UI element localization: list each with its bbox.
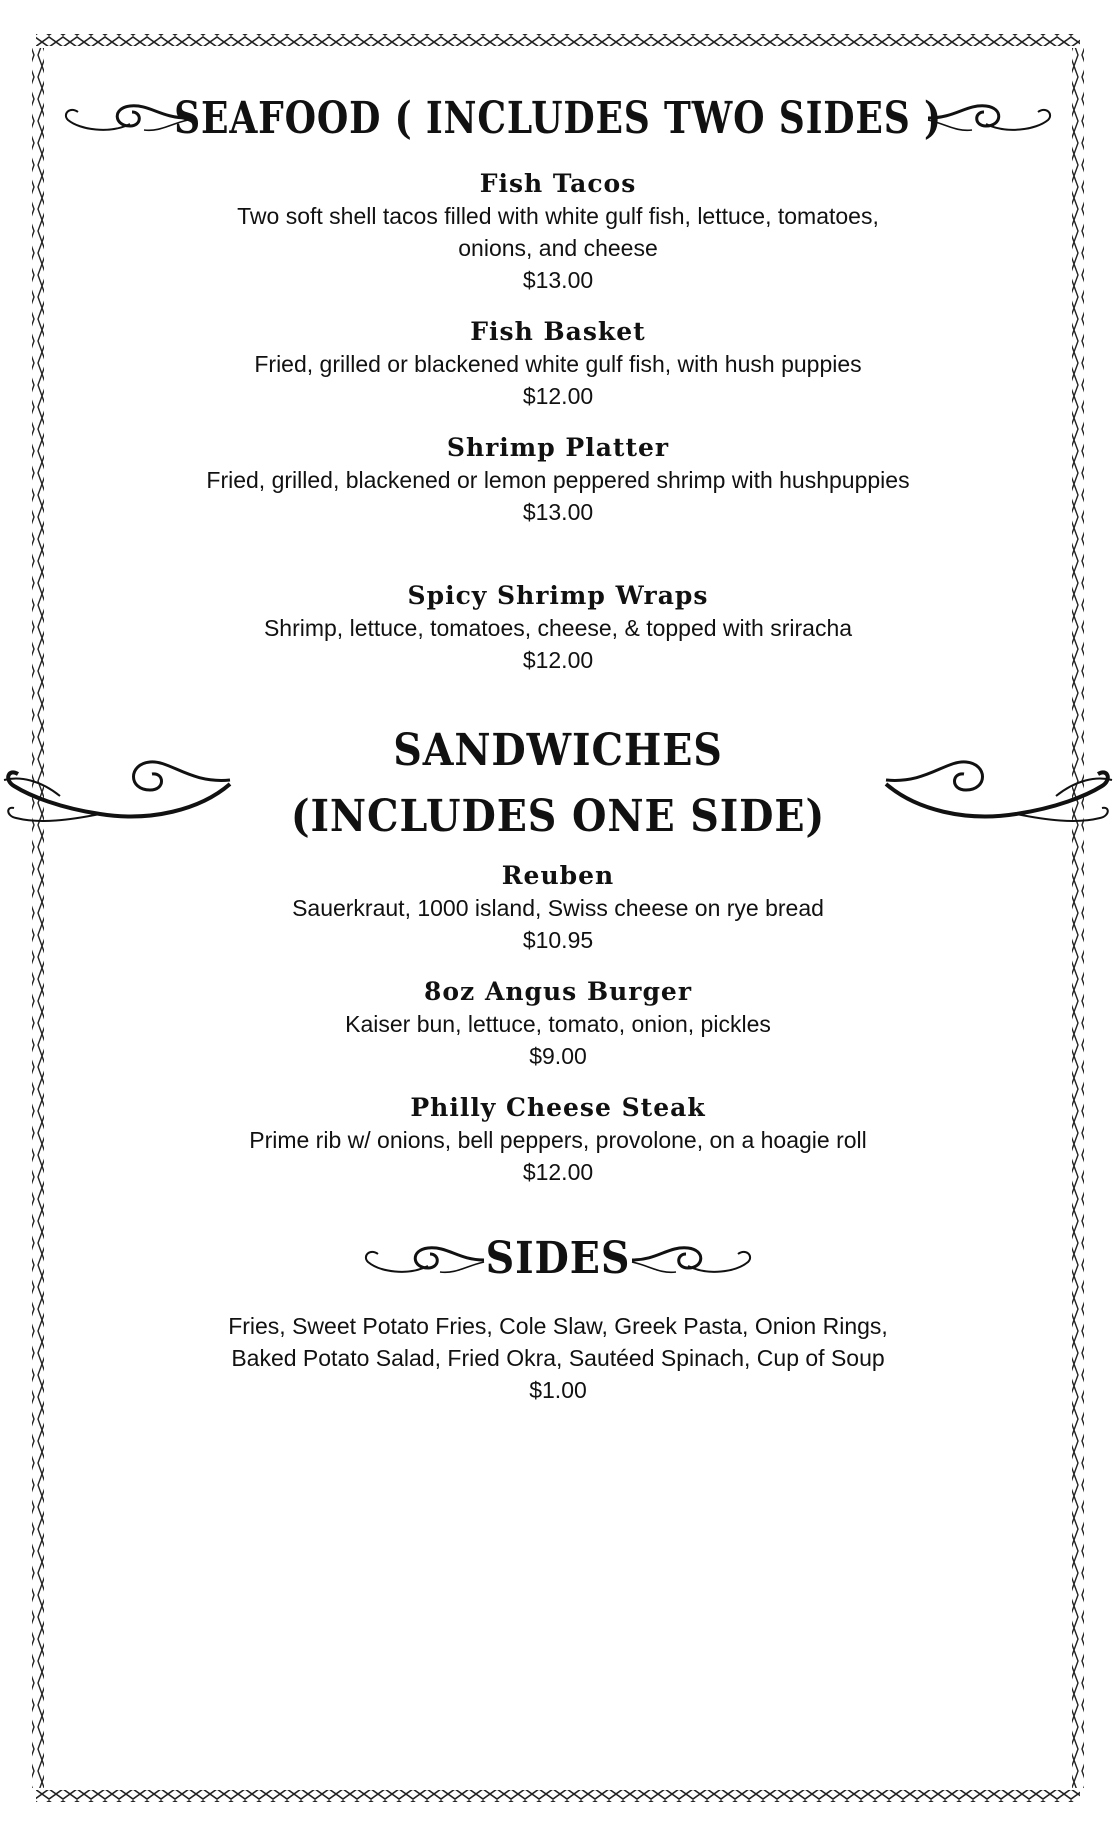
- item-name: Spicy Shrimp Wraps: [407, 581, 709, 610]
- item-price: $10.95: [522, 927, 594, 953]
- item-price: $13.00: [522, 267, 594, 293]
- item-description: Fried, grilled or blackened white gulf fish, with hush puppies: [254, 351, 862, 377]
- item-description: Prime rib w/ onions, bell peppers, provolone, on a hoagie roll: [249, 1127, 867, 1153]
- item-name: Reuben: [501, 861, 615, 890]
- sides-price: $1.00: [529, 1377, 587, 1403]
- item-name: Shrimp Platter: [446, 433, 670, 462]
- menu-item: [200, 1092, 916, 1188]
- menu-item: [200, 168, 916, 296]
- item-description: Fried, grilled, blackened or lemon peppered shrimp with hushpuppies: [206, 467, 910, 493]
- menu-item: [200, 432, 916, 528]
- scroll-flourish-icon: [0, 740, 232, 824]
- item-name: Philly Cheese Steak: [410, 1093, 706, 1122]
- section-title-sandwiches: SANDWICHES (INCLUDES ONE SIDE): [290, 725, 826, 842]
- item-name: Fish Tacos: [479, 169, 637, 198]
- item-name: 8oz Angus Burger: [423, 977, 692, 1006]
- item-description: Sauerkraut, 1000 island, Swiss cheese on rye bread: [292, 895, 824, 921]
- menu-item: [200, 580, 916, 676]
- item-description: Kaiser bun, lettuce, tomato, onion, pickles: [345, 1011, 771, 1037]
- menu-item: [200, 316, 916, 412]
- scroll-flourish-icon: [884, 740, 1116, 824]
- item-price: $12.00: [522, 647, 594, 673]
- item-price: $12.00: [522, 1159, 594, 1185]
- item-price: $9.00: [529, 1043, 587, 1069]
- item-description: Shrimp, lettuce, tomatoes, cheese, & topped with sriracha: [263, 615, 853, 641]
- item-price: $12.00: [522, 383, 594, 409]
- sides-list: [200, 1310, 916, 1406]
- item-name: Fish Basket: [470, 317, 646, 346]
- menu-item: [200, 976, 916, 1072]
- section-title-sides: SIDES: [485, 1233, 631, 1284]
- menu-item: [200, 860, 916, 956]
- section-title-seafood: SEAFOOD ( INCLUDES TWO SIDES ): [174, 93, 942, 144]
- sides-description: Fries, Sweet Potato Fries, Cole Slaw, Greek Pasta, Onion Rings, Baked Potato Salad, Fried Okra, Sautéed Spinach, Cup of Soup: [228, 1313, 888, 1371]
- item-price: $13.00: [522, 499, 594, 525]
- item-description: Two soft shell tacos filled with white gulf fish, lettuce, tomatoes, onions, and cheese: [237, 203, 879, 261]
